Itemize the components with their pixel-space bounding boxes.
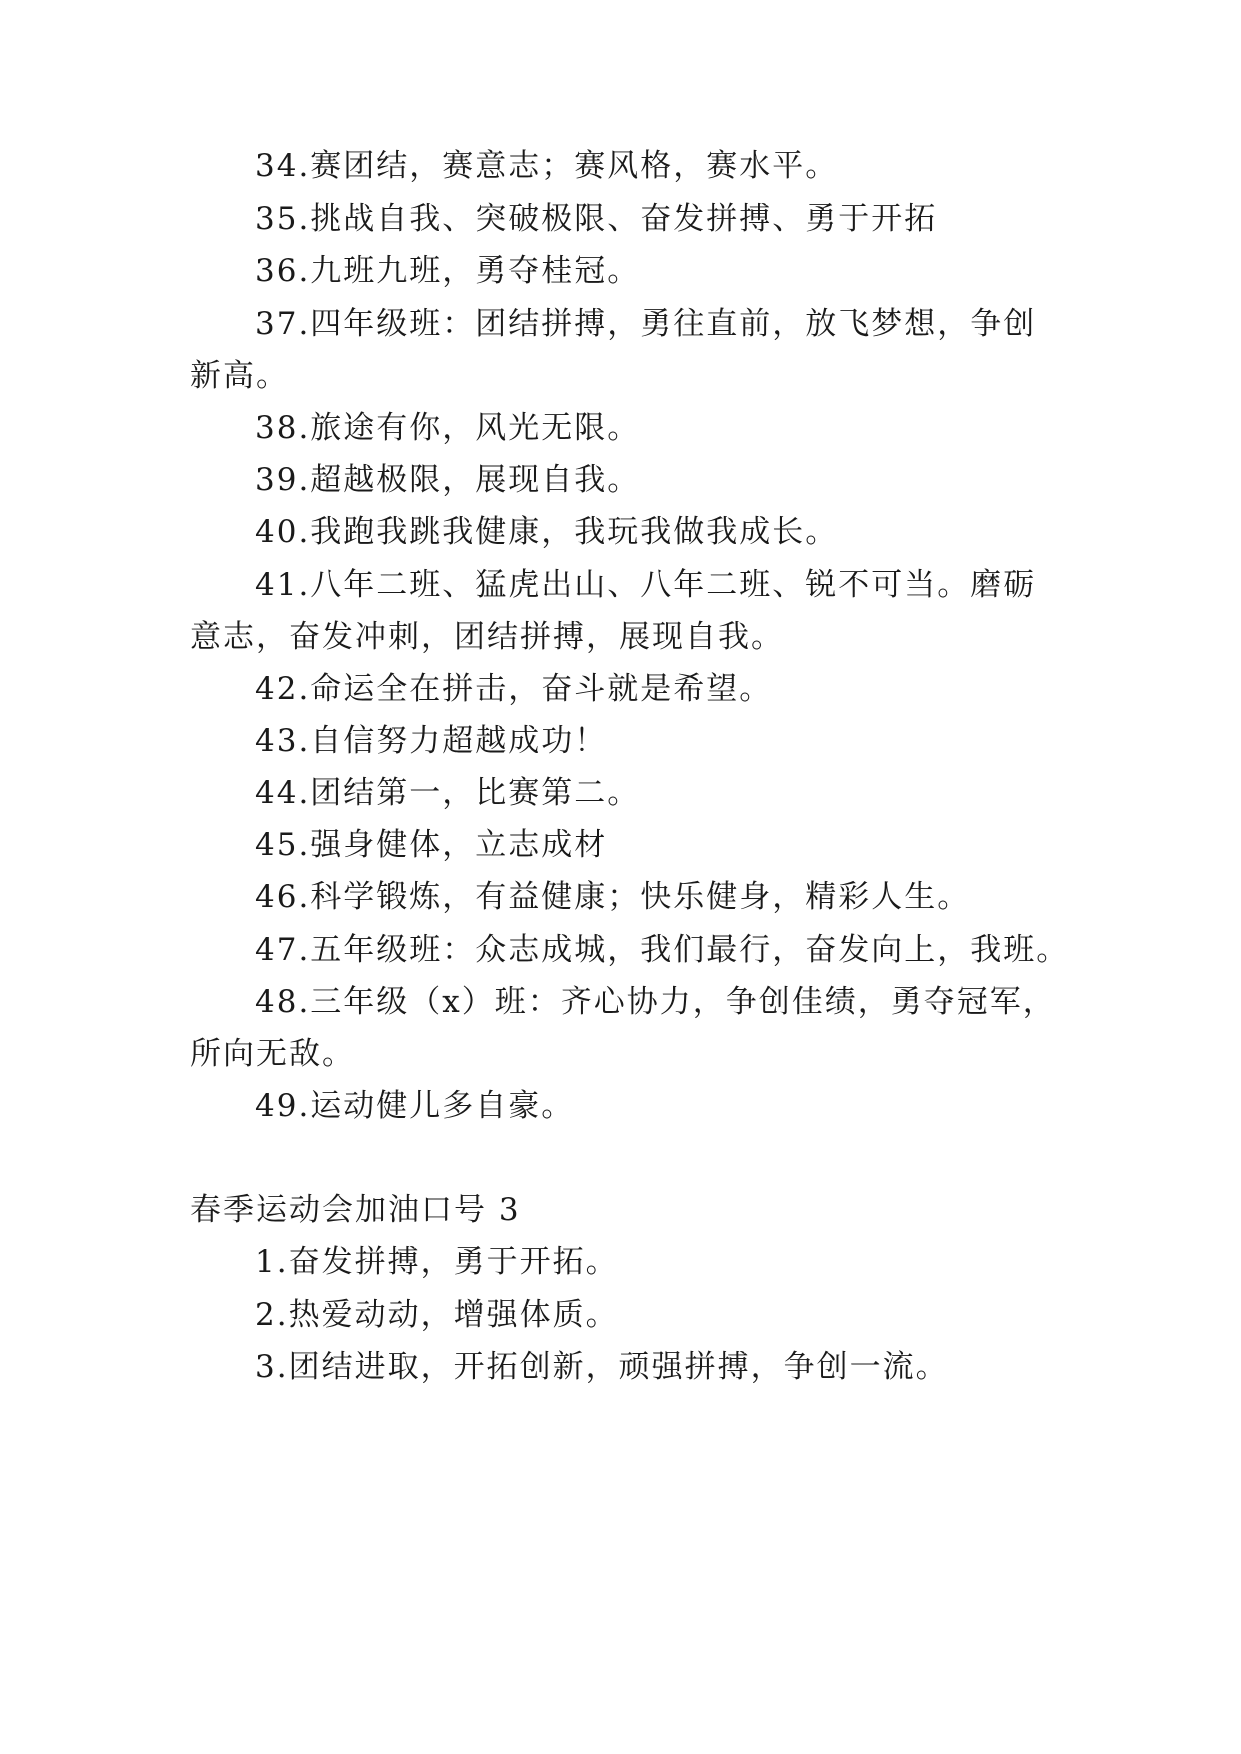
section3-slogan-3: 3.团结进取，开拓创新，顽强拼搏，争创一流。 xyxy=(255,1349,949,1385)
slogan-48: 48.三年级（x）班：齐心协力，争创佳绩，勇夺冠军， xyxy=(255,984,1056,1020)
section3-slogan-1: 1.奋发拼搏，勇于开拓。 xyxy=(255,1244,619,1280)
slogan-41-continuation: 意志，奋发冲刺，团结拼搏，展现自我。 xyxy=(190,619,784,655)
slogan-44: 44.团结第一，比赛第二。 xyxy=(255,775,641,811)
slogan-43: 43.自信努力超越成功！ xyxy=(255,723,608,759)
slogan-36: 36.九班九班，勇夺桂冠。 xyxy=(255,253,641,289)
section3-slogan-2: 2.热爱动动，增强体质。 xyxy=(255,1297,619,1333)
section-heading: 春季运动会加油口号 3 xyxy=(190,1192,521,1228)
slogan-47: 47.五年级班：众志成城，我们最行，奋发向上，我班。 xyxy=(255,932,1070,968)
slogan-38: 38.旅途有你，风光无限。 xyxy=(255,410,641,446)
slogan-41: 41.八年二班、猛虎出山、八年二班、锐不可当。磨砺 xyxy=(255,567,1037,603)
slogan-37-continuation: 新高。 xyxy=(190,358,289,394)
slogan-39: 39.超越极限，展现自我。 xyxy=(255,462,641,498)
slogan-45: 45.强身健体，立志成材 xyxy=(255,827,608,863)
slogan-42: 42.命运全在拼击，奋斗就是希望。 xyxy=(255,671,773,707)
slogan-34: 34.赛团结，赛意志；赛风格，赛水平。 xyxy=(255,148,839,184)
slogan-48-continuation: 所向无敌。 xyxy=(190,1036,355,1072)
slogan-46: 46.科学锻炼，有益健康；快乐健身，精彩人生。 xyxy=(255,879,971,915)
slogan-40: 40.我跑我跳我健康，我玩我做我成长。 xyxy=(255,514,839,550)
slogan-35: 35.挑战自我、突破极限、奋发拼搏、勇于开拓 xyxy=(255,201,938,237)
slogan-49: 49.运动健儿多自豪。 xyxy=(255,1088,575,1124)
slogan-37: 37.四年级班：团结拼搏，勇往直前，放飞梦想，争创 xyxy=(255,306,1037,342)
